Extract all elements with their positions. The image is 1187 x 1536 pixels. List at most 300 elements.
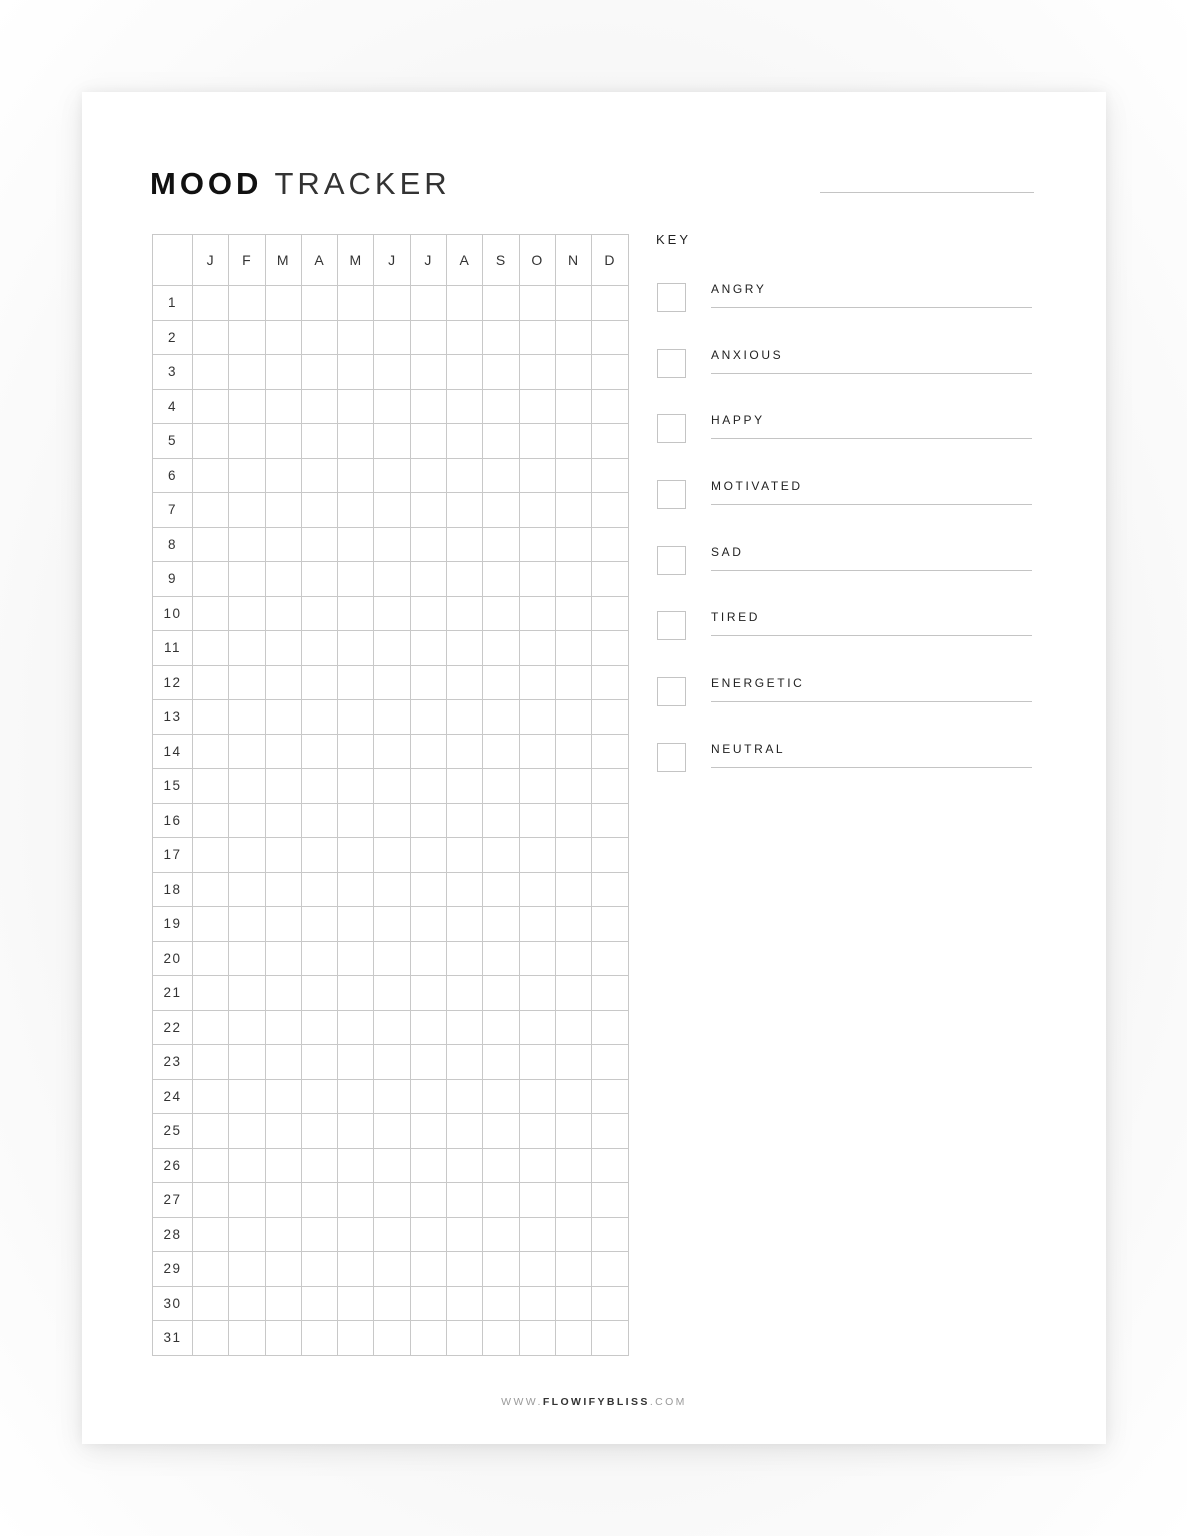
- mood-cell[interactable]: [592, 665, 628, 700]
- mood-cell[interactable]: [519, 700, 555, 735]
- mood-cell[interactable]: [447, 941, 483, 976]
- mood-cell[interactable]: [265, 803, 301, 838]
- mood-cell[interactable]: [519, 527, 555, 562]
- mood-cell[interactable]: [229, 320, 265, 355]
- mood-cell[interactable]: [519, 734, 555, 769]
- key-color-swatch[interactable]: [657, 349, 686, 378]
- mood-cell[interactable]: [338, 320, 374, 355]
- mood-cell[interactable]: [265, 389, 301, 424]
- mood-cell[interactable]: [374, 1183, 410, 1218]
- mood-cell[interactable]: [338, 1321, 374, 1356]
- mood-cell[interactable]: [555, 458, 591, 493]
- mood-cell[interactable]: [338, 631, 374, 666]
- mood-cell[interactable]: [229, 941, 265, 976]
- mood-cell[interactable]: [193, 838, 229, 873]
- mood-cell[interactable]: [555, 838, 591, 873]
- mood-cell[interactable]: [301, 286, 337, 321]
- mood-cell[interactable]: [229, 769, 265, 804]
- mood-cell[interactable]: [374, 320, 410, 355]
- mood-cell[interactable]: [483, 527, 519, 562]
- mood-cell[interactable]: [374, 1079, 410, 1114]
- mood-cell[interactable]: [483, 1114, 519, 1149]
- mood-cell[interactable]: [193, 1148, 229, 1183]
- mood-cell[interactable]: [447, 907, 483, 942]
- mood-cell[interactable]: [519, 803, 555, 838]
- mood-cell[interactable]: [410, 355, 446, 390]
- mood-cell[interactable]: [374, 1252, 410, 1287]
- mood-cell[interactable]: [447, 1252, 483, 1287]
- mood-cell[interactable]: [229, 1252, 265, 1287]
- mood-cell[interactable]: [555, 1321, 591, 1356]
- mood-cell[interactable]: [265, 941, 301, 976]
- key-color-swatch[interactable]: [657, 546, 686, 575]
- mood-cell[interactable]: [519, 1252, 555, 1287]
- mood-cell[interactable]: [374, 631, 410, 666]
- mood-cell[interactable]: [193, 286, 229, 321]
- mood-cell[interactable]: [229, 1010, 265, 1045]
- mood-cell[interactable]: [338, 424, 374, 459]
- mood-cell[interactable]: [193, 1045, 229, 1080]
- mood-cell[interactable]: [301, 1286, 337, 1321]
- mood-cell[interactable]: [592, 1010, 628, 1045]
- mood-cell[interactable]: [193, 1010, 229, 1045]
- mood-cell[interactable]: [592, 458, 628, 493]
- mood-cell[interactable]: [229, 562, 265, 597]
- mood-cell[interactable]: [410, 458, 446, 493]
- mood-cell[interactable]: [592, 631, 628, 666]
- mood-cell[interactable]: [374, 665, 410, 700]
- mood-cell[interactable]: [483, 1183, 519, 1218]
- mood-cell[interactable]: [338, 907, 374, 942]
- mood-cell[interactable]: [483, 1217, 519, 1252]
- mood-cell[interactable]: [374, 976, 410, 1011]
- mood-cell[interactable]: [374, 1114, 410, 1149]
- mood-cell[interactable]: [519, 458, 555, 493]
- mood-cell[interactable]: [374, 1321, 410, 1356]
- mood-cell[interactable]: [483, 700, 519, 735]
- mood-cell[interactable]: [410, 1286, 446, 1321]
- mood-cell[interactable]: [374, 527, 410, 562]
- mood-cell[interactable]: [519, 872, 555, 907]
- mood-cell[interactable]: [592, 320, 628, 355]
- key-color-swatch[interactable]: [657, 677, 686, 706]
- mood-cell[interactable]: [265, 286, 301, 321]
- mood-cell[interactable]: [193, 320, 229, 355]
- mood-cell[interactable]: [193, 976, 229, 1011]
- mood-cell[interactable]: [193, 562, 229, 597]
- mood-cell[interactable]: [374, 493, 410, 528]
- mood-cell[interactable]: [338, 1252, 374, 1287]
- mood-cell[interactable]: [229, 286, 265, 321]
- mood-cell[interactable]: [410, 286, 446, 321]
- mood-cell[interactable]: [410, 1321, 446, 1356]
- mood-cell[interactable]: [374, 424, 410, 459]
- mood-cell[interactable]: [592, 907, 628, 942]
- mood-cell[interactable]: [301, 1148, 337, 1183]
- mood-cell[interactable]: [555, 1114, 591, 1149]
- mood-cell[interactable]: [193, 458, 229, 493]
- mood-cell[interactable]: [193, 596, 229, 631]
- mood-cell[interactable]: [301, 1114, 337, 1149]
- mood-cell[interactable]: [483, 1079, 519, 1114]
- mood-cell[interactable]: [229, 493, 265, 528]
- mood-cell[interactable]: [229, 872, 265, 907]
- mood-cell[interactable]: [229, 1286, 265, 1321]
- mood-cell[interactable]: [338, 527, 374, 562]
- mood-cell[interactable]: [410, 803, 446, 838]
- mood-cell[interactable]: [193, 1217, 229, 1252]
- mood-cell[interactable]: [374, 286, 410, 321]
- mood-cell[interactable]: [374, 803, 410, 838]
- mood-cell[interactable]: [265, 976, 301, 1011]
- mood-cell[interactable]: [592, 562, 628, 597]
- mood-cell[interactable]: [592, 1148, 628, 1183]
- mood-cell[interactable]: [519, 838, 555, 873]
- mood-cell[interactable]: [229, 1148, 265, 1183]
- mood-cell[interactable]: [229, 1045, 265, 1080]
- mood-cell[interactable]: [301, 562, 337, 597]
- mood-cell[interactable]: [301, 320, 337, 355]
- mood-cell[interactable]: [410, 1217, 446, 1252]
- mood-cell[interactable]: [447, 1286, 483, 1321]
- mood-cell[interactable]: [265, 665, 301, 700]
- mood-cell[interactable]: [338, 941, 374, 976]
- mood-cell[interactable]: [447, 1321, 483, 1356]
- mood-cell[interactable]: [447, 527, 483, 562]
- mood-cell[interactable]: [301, 458, 337, 493]
- mood-cell[interactable]: [410, 1010, 446, 1045]
- mood-cell[interactable]: [301, 493, 337, 528]
- mood-cell[interactable]: [447, 1114, 483, 1149]
- mood-cell[interactable]: [229, 1114, 265, 1149]
- mood-cell[interactable]: [301, 907, 337, 942]
- mood-cell[interactable]: [193, 1252, 229, 1287]
- mood-cell[interactable]: [447, 320, 483, 355]
- mood-cell[interactable]: [410, 389, 446, 424]
- mood-cell[interactable]: [555, 286, 591, 321]
- mood-cell[interactable]: [592, 424, 628, 459]
- mood-cell[interactable]: [483, 562, 519, 597]
- mood-cell[interactable]: [592, 389, 628, 424]
- mood-cell[interactable]: [265, 1286, 301, 1321]
- mood-cell[interactable]: [301, 734, 337, 769]
- mood-cell[interactable]: [301, 941, 337, 976]
- mood-cell[interactable]: [301, 389, 337, 424]
- mood-cell[interactable]: [301, 596, 337, 631]
- mood-cell[interactable]: [555, 1286, 591, 1321]
- mood-cell[interactable]: [265, 1321, 301, 1356]
- mood-cell[interactable]: [265, 1148, 301, 1183]
- mood-cell[interactable]: [374, 769, 410, 804]
- mood-cell[interactable]: [265, 734, 301, 769]
- mood-cell[interactable]: [193, 803, 229, 838]
- mood-cell[interactable]: [229, 734, 265, 769]
- mood-cell[interactable]: [555, 665, 591, 700]
- mood-cell[interactable]: [447, 1183, 483, 1218]
- mood-cell[interactable]: [265, 320, 301, 355]
- mood-cell[interactable]: [519, 941, 555, 976]
- mood-cell[interactable]: [229, 1183, 265, 1218]
- mood-cell[interactable]: [193, 700, 229, 735]
- mood-cell[interactable]: [447, 424, 483, 459]
- mood-cell[interactable]: [410, 665, 446, 700]
- mood-cell[interactable]: [555, 1045, 591, 1080]
- mood-cell[interactable]: [229, 700, 265, 735]
- mood-cell[interactable]: [410, 562, 446, 597]
- mood-cell[interactable]: [374, 458, 410, 493]
- mood-cell[interactable]: [229, 389, 265, 424]
- mood-cell[interactable]: [483, 1010, 519, 1045]
- mood-cell[interactable]: [592, 1252, 628, 1287]
- mood-cell[interactable]: [338, 355, 374, 390]
- mood-cell[interactable]: [555, 1010, 591, 1045]
- mood-cell[interactable]: [410, 941, 446, 976]
- mood-cell[interactable]: [447, 562, 483, 597]
- mood-cell[interactable]: [519, 355, 555, 390]
- mood-cell[interactable]: [519, 1148, 555, 1183]
- mood-cell[interactable]: [592, 1114, 628, 1149]
- mood-cell[interactable]: [265, 596, 301, 631]
- mood-cell[interactable]: [410, 1114, 446, 1149]
- mood-cell[interactable]: [483, 941, 519, 976]
- mood-cell[interactable]: [338, 596, 374, 631]
- mood-cell[interactable]: [301, 424, 337, 459]
- mood-cell[interactable]: [483, 631, 519, 666]
- mood-cell[interactable]: [338, 458, 374, 493]
- mood-cell[interactable]: [410, 769, 446, 804]
- mood-cell[interactable]: [265, 838, 301, 873]
- mood-cell[interactable]: [193, 1114, 229, 1149]
- mood-cell[interactable]: [483, 769, 519, 804]
- mood-cell[interactable]: [338, 1045, 374, 1080]
- mood-cell[interactable]: [338, 1010, 374, 1045]
- mood-cell[interactable]: [410, 734, 446, 769]
- mood-cell[interactable]: [193, 389, 229, 424]
- mood-cell[interactable]: [592, 286, 628, 321]
- key-color-swatch[interactable]: [657, 743, 686, 772]
- mood-cell[interactable]: [229, 907, 265, 942]
- mood-cell[interactable]: [265, 1114, 301, 1149]
- mood-cell[interactable]: [374, 907, 410, 942]
- mood-cell[interactable]: [301, 838, 337, 873]
- mood-cell[interactable]: [519, 1217, 555, 1252]
- mood-cell[interactable]: [229, 976, 265, 1011]
- mood-cell[interactable]: [555, 631, 591, 666]
- mood-cell[interactable]: [338, 1286, 374, 1321]
- mood-cell[interactable]: [447, 838, 483, 873]
- mood-cell[interactable]: [592, 1079, 628, 1114]
- mood-cell[interactable]: [193, 1321, 229, 1356]
- mood-cell[interactable]: [592, 355, 628, 390]
- mood-cell[interactable]: [193, 1183, 229, 1218]
- mood-cell[interactable]: [483, 1045, 519, 1080]
- mood-cell[interactable]: [410, 1079, 446, 1114]
- mood-cell[interactable]: [265, 769, 301, 804]
- mood-cell[interactable]: [374, 389, 410, 424]
- mood-cell[interactable]: [265, 700, 301, 735]
- mood-cell[interactable]: [265, 424, 301, 459]
- mood-cell[interactable]: [592, 769, 628, 804]
- mood-cell[interactable]: [592, 596, 628, 631]
- mood-cell[interactable]: [193, 734, 229, 769]
- mood-cell[interactable]: [447, 665, 483, 700]
- mood-cell[interactable]: [374, 700, 410, 735]
- mood-cell[interactable]: [555, 700, 591, 735]
- mood-cell[interactable]: [229, 631, 265, 666]
- mood-cell[interactable]: [301, 355, 337, 390]
- mood-cell[interactable]: [265, 1079, 301, 1114]
- mood-cell[interactable]: [483, 286, 519, 321]
- mood-cell[interactable]: [592, 493, 628, 528]
- mood-cell[interactable]: [193, 769, 229, 804]
- mood-cell[interactable]: [374, 355, 410, 390]
- mood-cell[interactable]: [193, 1079, 229, 1114]
- name-write-line[interactable]: [820, 192, 1034, 193]
- key-color-swatch[interactable]: [657, 283, 686, 312]
- mood-cell[interactable]: [519, 1321, 555, 1356]
- mood-cell[interactable]: [555, 527, 591, 562]
- mood-cell[interactable]: [229, 527, 265, 562]
- mood-cell[interactable]: [592, 838, 628, 873]
- mood-cell[interactable]: [338, 769, 374, 804]
- mood-cell[interactable]: [338, 700, 374, 735]
- mood-cell[interactable]: [338, 976, 374, 1011]
- mood-cell[interactable]: [519, 769, 555, 804]
- mood-cell[interactable]: [265, 1045, 301, 1080]
- mood-cell[interactable]: [338, 493, 374, 528]
- mood-cell[interactable]: [410, 700, 446, 735]
- mood-cell[interactable]: [374, 596, 410, 631]
- mood-cell[interactable]: [519, 631, 555, 666]
- mood-cell[interactable]: [519, 389, 555, 424]
- mood-cell[interactable]: [410, 424, 446, 459]
- mood-cell[interactable]: [374, 872, 410, 907]
- mood-cell[interactable]: [265, 493, 301, 528]
- mood-cell[interactable]: [483, 389, 519, 424]
- mood-cell[interactable]: [229, 355, 265, 390]
- mood-cell[interactable]: [301, 1321, 337, 1356]
- mood-cell[interactable]: [374, 1010, 410, 1045]
- mood-cell[interactable]: [483, 424, 519, 459]
- mood-cell[interactable]: [519, 1183, 555, 1218]
- mood-cell[interactable]: [483, 1286, 519, 1321]
- mood-cell[interactable]: [592, 1321, 628, 1356]
- mood-cell[interactable]: [592, 700, 628, 735]
- mood-cell[interactable]: [555, 803, 591, 838]
- mood-cell[interactable]: [592, 1217, 628, 1252]
- mood-cell[interactable]: [410, 907, 446, 942]
- mood-cell[interactable]: [374, 1045, 410, 1080]
- mood-cell[interactable]: [447, 596, 483, 631]
- mood-cell[interactable]: [338, 665, 374, 700]
- mood-cell[interactable]: [301, 700, 337, 735]
- mood-cell[interactable]: [193, 527, 229, 562]
- key-color-swatch[interactable]: [657, 480, 686, 509]
- mood-cell[interactable]: [483, 734, 519, 769]
- mood-cell[interactable]: [265, 458, 301, 493]
- mood-cell[interactable]: [447, 1010, 483, 1045]
- mood-cell[interactable]: [410, 1252, 446, 1287]
- mood-cell[interactable]: [555, 941, 591, 976]
- mood-cell[interactable]: [301, 1217, 337, 1252]
- mood-cell[interactable]: [447, 872, 483, 907]
- mood-cell[interactable]: [301, 872, 337, 907]
- mood-cell[interactable]: [338, 1079, 374, 1114]
- mood-cell[interactable]: [519, 286, 555, 321]
- mood-cell[interactable]: [193, 424, 229, 459]
- mood-cell[interactable]: [410, 527, 446, 562]
- mood-cell[interactable]: [338, 389, 374, 424]
- mood-cell[interactable]: [229, 838, 265, 873]
- mood-cell[interactable]: [410, 320, 446, 355]
- mood-cell[interactable]: [338, 1217, 374, 1252]
- mood-cell[interactable]: [555, 734, 591, 769]
- mood-cell[interactable]: [301, 769, 337, 804]
- mood-cell[interactable]: [338, 562, 374, 597]
- mood-cell[interactable]: [374, 838, 410, 873]
- mood-cell[interactable]: [483, 665, 519, 700]
- mood-cell[interactable]: [483, 1321, 519, 1356]
- mood-cell[interactable]: [447, 1079, 483, 1114]
- mood-cell[interactable]: [410, 596, 446, 631]
- mood-cell[interactable]: [483, 838, 519, 873]
- mood-cell[interactable]: [193, 907, 229, 942]
- mood-cell[interactable]: [410, 872, 446, 907]
- mood-cell[interactable]: [301, 803, 337, 838]
- mood-cell[interactable]: [410, 1183, 446, 1218]
- mood-cell[interactable]: [301, 976, 337, 1011]
- mood-cell[interactable]: [410, 493, 446, 528]
- mood-cell[interactable]: [519, 1114, 555, 1149]
- mood-cell[interactable]: [265, 1252, 301, 1287]
- mood-cell[interactable]: [519, 1079, 555, 1114]
- mood-cell[interactable]: [265, 1010, 301, 1045]
- mood-cell[interactable]: [338, 1183, 374, 1218]
- mood-cell[interactable]: [592, 941, 628, 976]
- mood-cell[interactable]: [265, 1183, 301, 1218]
- mood-cell[interactable]: [483, 1148, 519, 1183]
- mood-cell[interactable]: [519, 1010, 555, 1045]
- mood-cell[interactable]: [447, 700, 483, 735]
- mood-cell[interactable]: [447, 493, 483, 528]
- mood-cell[interactable]: [592, 527, 628, 562]
- mood-cell[interactable]: [265, 872, 301, 907]
- mood-cell[interactable]: [193, 355, 229, 390]
- mood-cell[interactable]: [410, 631, 446, 666]
- mood-cell[interactable]: [447, 1148, 483, 1183]
- mood-cell[interactable]: [555, 1079, 591, 1114]
- mood-cell[interactable]: [301, 631, 337, 666]
- mood-cell[interactable]: [229, 596, 265, 631]
- mood-cell[interactable]: [193, 941, 229, 976]
- mood-cell[interactable]: [555, 1148, 591, 1183]
- mood-cell[interactable]: [265, 631, 301, 666]
- mood-cell[interactable]: [447, 769, 483, 804]
- mood-cell[interactable]: [483, 458, 519, 493]
- mood-cell[interactable]: [301, 1079, 337, 1114]
- mood-cell[interactable]: [301, 1045, 337, 1080]
- mood-cell[interactable]: [483, 872, 519, 907]
- mood-cell[interactable]: [592, 1286, 628, 1321]
- mood-cell[interactable]: [374, 1217, 410, 1252]
- mood-cell[interactable]: [374, 941, 410, 976]
- mood-cell[interactable]: [519, 1286, 555, 1321]
- mood-cell[interactable]: [447, 286, 483, 321]
- mood-cell[interactable]: [483, 803, 519, 838]
- mood-cell[interactable]: [555, 1252, 591, 1287]
- mood-cell[interactable]: [193, 872, 229, 907]
- mood-cell[interactable]: [519, 976, 555, 1011]
